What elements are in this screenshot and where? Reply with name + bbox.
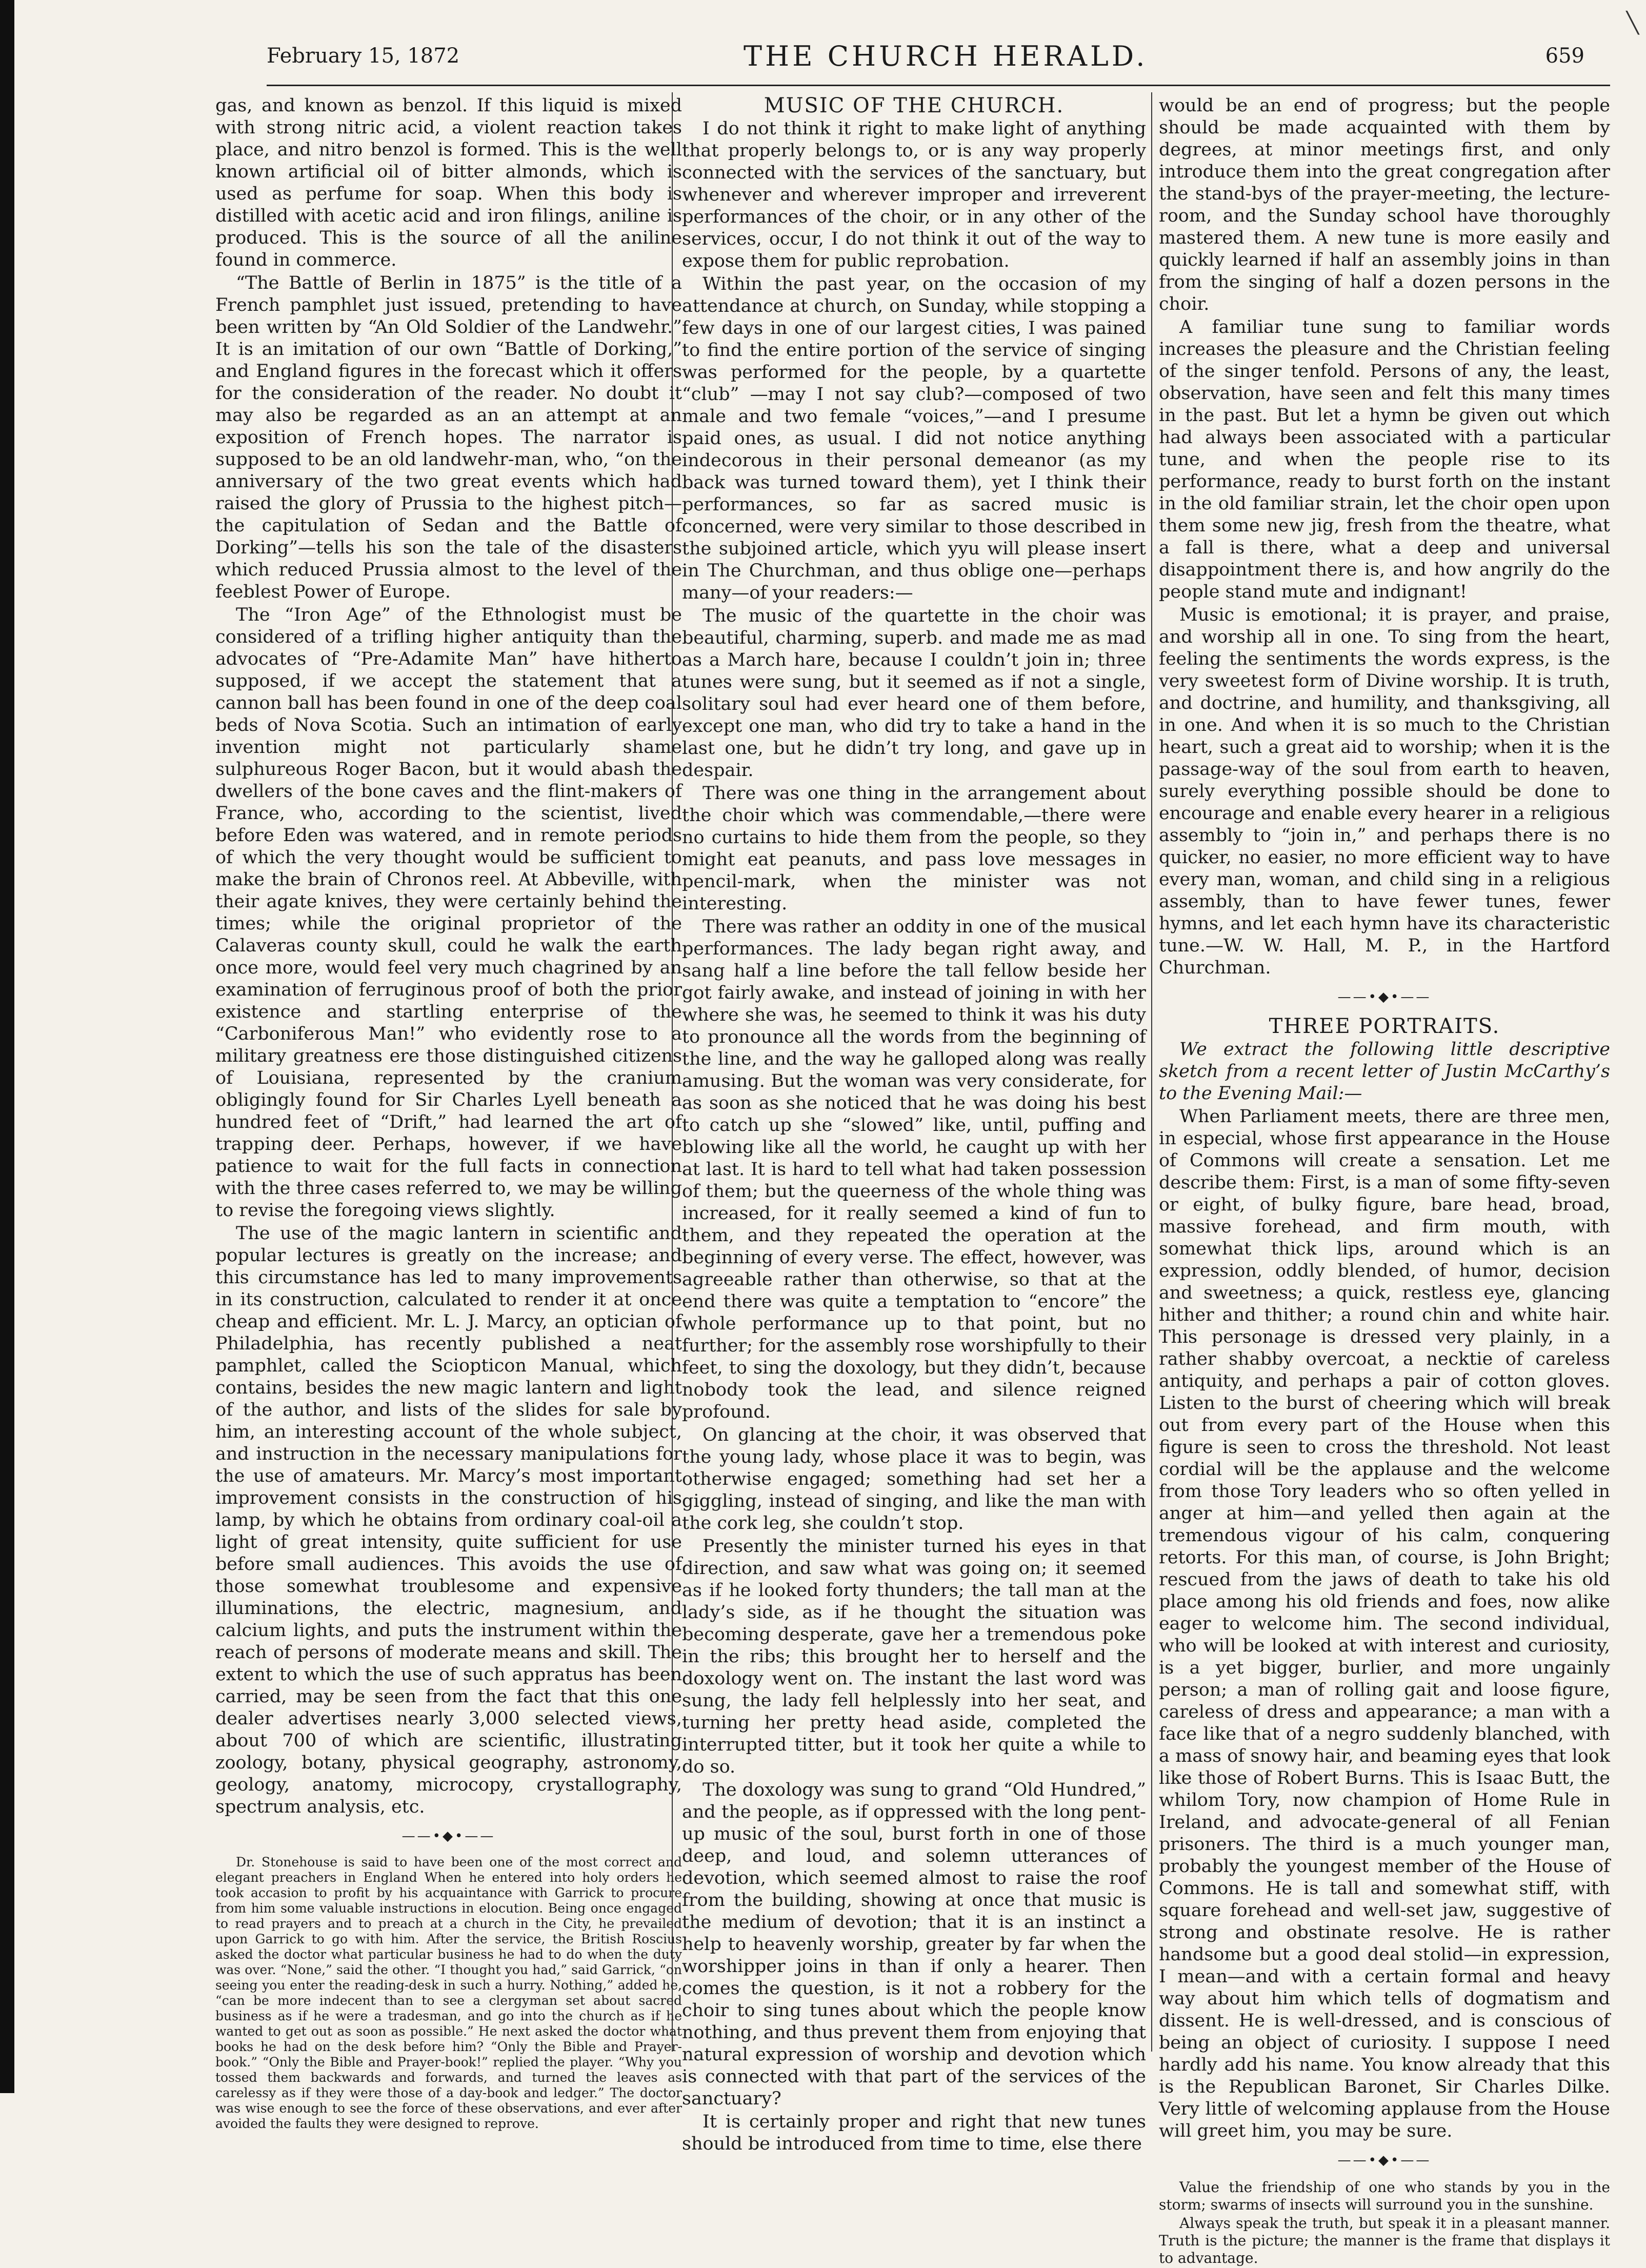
scan-edge-bar bbox=[0, 0, 14, 2093]
paragraph-music-9: It is certainly proper and right that new tunes should be introduced from time to time, else there bbox=[682, 2112, 1146, 2154]
paragraph-music-3: The music of the quartette in the choir was beautiful, charming, superb. and made me as mad as a March hare, because I couldn’t join in; three tunes were sung, but it seemed as if not a single, solitary soul had ever heard one of them before, except one man, who did try to take a hand in the last one, but he didn’t try long, and gave up in despair. bbox=[682, 606, 1146, 781]
paragraph-music-cont-3: Music is emotional; it is prayer, and praise, and worship all in one. To sing from the heart, feeling the sentiments the words express, is the very sweetest form of Divine worship. It is truth, and doctrine, and humility, and thanksgiving, all in one. And when it is so much to the Christian heart, such a great aid to worship; when it is the passage-way of the soul from earth to heaven, surely everything possible should be done to encourage and enable every hearer in a religious assembly to “join in,” and perhaps there is no quicker, no easier, no more efficient way to have every man, woman, and child sing in a religious assembly, than to have fewer tunes, fewer hymns, and let each hymn have its characteristic tune.—W. W. Hall, M. P., in the Hartford Churchman. bbox=[1159, 605, 1610, 978]
paragraph-music-7: Presently the minister turned his eyes in that direction, and saw what was going on; it seemed as if he looked forty thunders; the tall man at the lady’s side, as if he thought the situation was becoming desperate, gave her a tremendous poke in the ribs; this brought her to herself and the doxology went on. The instant the last word was sung, the lady fell helplessly into her seat, and turning her pretty head aside, completed the interrupted titter, but it took her quite a while to do so. bbox=[682, 1536, 1146, 1777]
paragraph-magic-lantern: The use of the magic lantern in scientific and popular lectures is greatly on the increase; and this circumstance has led to many improvements in its construction, calculated to render it at once cheap and efficient. Mr. L. J. Marcy, an optician of Philadelphia, has recently published a neat pamphlet, called the Sciopticon Manual, which contains, besides the new magic lantern and light of the author, and lists of the slides for sale by him, an interesting account of the whole subject, and instruction in the necessary manipulations for the use of amateurs. Mr. Marcy’s most important improvement consists in the construction of his lamp, by which he obtains from ordinary coal-oil a light of great intensity, quite sufficient for use before small audiences. This avoids the use of those somewhat troublesome and expensive illuminations, the electric, magnesium, and calcium lights, and puts the instrument within the reach of persons of moderate means and skill. The extent to which the use of such appratus has been carried, may be seen from the fact that this one dealer advertises nearly 3,000 selected views, about 700 of which are scientific, illustrating zoology, botany, physical geography, astronomy, geology, anatomy, microcopy, crystallography, spectrum analysis, etc. bbox=[215, 1223, 682, 1817]
paragraph-portraits-intro: We extract the following little descriptive sketch from a recent letter of Justin McCarthy’s to the Evening Mail:— bbox=[1159, 1039, 1610, 1104]
paragraph-music-5: There was rather an oddity in one of the musical performances. The lady began right away, and sang half a line before the tall fellow beside her got fairly awake, and instead of joining in with her where she was, he seemed to think it was his duty to pronounce all the words from the beginning of the line, and the way he galloped along was really amusing. But the woman was very considerate, for as soon as she noticed that he was doing his best to catch up she “slowed” like, until, puffing and blowing like all the world, he caught up with her at last. It is hard to tell what had taken possession of them; but the queerness of the whole thing was increased, for it really seemed a kind of fun to them, and they repeated the operation at the beginning of every verse. The effect, however, was agreeable rather than otherwise, so that at the end there was quite a temptation to “encore” the whole performance up to that point, but no further; for the assembly rose worshipfully to their feet, to sing the doxology, but they didn’t, because nobody took the lead, and silence reigned profound. bbox=[682, 917, 1146, 1422]
header-date: February 15, 1872 bbox=[267, 44, 460, 68]
paragraph-friendship: Value the friendship of one who stands by you in the storm; swarms of insects will surround you in the sunshine. bbox=[1159, 2179, 1610, 2213]
article-heading-portraits: THREE PORTRAITS. bbox=[1269, 1014, 1500, 1038]
article-heading-music: MUSIC OF THE CHURCH. bbox=[764, 94, 1065, 117]
column-1 bbox=[215, 95, 682, 2133]
paragraph-iron-age: The “Iron Age” of the Ethnologist must be considered of a trifling higher antiquity than the advocates of “Pre-Adamite Man” have hitherto supposed, if we accept the statement that a cannon ball has been found in one of the deep coal beds of Nova Scotia. Such an intimation of early invention might not particularly shame sulphureous Roger Bacon, but it would abash the dwellers of the bone caves and the flint-makers of France, who, according to the scientist, lived before Eden was watered, and in remote periods of which the very thought would be sufficient to make the brain of Chronos reel. At Abbeville, with their agate knives, they were certainly behind the times; while the original proprietor of the Calaveras county skull, could he walk the earth once more, would feel very much chagrined by an examination of ferruginous proof of both the prior existence and startling enterprise of the “Carboniferous Man!” who evidently rose to a military greatness ere those distinguished citizens of Louisiana, represented by the cranium obligingly found for Sir Charles Lyell beneath a hundred feet of “Drift,” had learned the art of trapping deer. Perhaps, however, if we have patience to wait for the full facts in connection with the three cases referred to, we may be willing to revise the foregoing views slightly. bbox=[215, 605, 682, 1221]
column-3 bbox=[1159, 95, 1610, 2268]
page-header bbox=[267, 40, 1600, 76]
paragraph-stonehouse: Dr. Stonehouse is said to have been one of the most correct and elegant preachers in England When he entered into holy orders he took accasion to profit by his acquaintance with Garrick to procure from him some valuable instructions in elocution. Being once engaged to read prayers and to preach at a church in the City, he prevailed upon Garrick to go with him. After the service, the British Roscius asked the doctor what particular business he had to do when the duty was over. “None,” said the other. “I thought you had,” said Garrick, “on seeing you enter the reading-desk in such a hurry. Nothing,” added he, “can be more indecent than to see a clergyman set about sacred business as if he were a tradesman, and go into the church as if he wanted to get out as soon as possible.” He next asked the doctor what books he had on the desk before him? “Only the Bible and Prayer-book.” “Only the Bible and Prayer-book!” replied the player. “Why you tossed them backwards and forwards, and turned the leaves as carelessy as if they were those of a day-book and ledger.” The doctor was wise enough to see the force of these observations, and ever after avoided the faults they were designed to reprove. bbox=[215, 1855, 682, 2131]
separator: ——•◆•—— bbox=[1337, 2153, 1432, 2168]
paragraph-portraits-body: When Parliament meets, there are three men, in especial, whose first appearance in the House of Commons will create a sensation. Let me describe them: First, is a man of some fifty-seven or eight, of bulky figure, bare head, broad, massive forehead, and firm mouth, with somewhat thick lips, around which is an expression, oddly blended, of humor, decision and sweetness; a quick, restless eye, glancing hither and thither; a round chin and white hair. This personage is dressed very plainly, in a rather shabby overcoat, a necktie of careless antiquity, and perhaps a pair of cotton gloves. Listen to the burst of cheering which will break out from every part of the House when this figure is seen to cross the threshold. Not least cordial will be the applause and the welcome from those Tory leaders who so often yelled in anger at him—and yelled then again at the tremendous vigour of his calm, conquering retorts. For this man, of course, is John Bright; rescued from the jaws of death to take his old place among his old friends and foes, now alike eager to welcome him. The second individual, who will be looked at with interest and curiosity, is a yet bigger, burlier, and more ungainly person; a man of rolling gait and loose figure, careless of dress and appearance; a man with a face like that of a negro suddenly blanched, with a mass of snowy hair, and beaming eyes that look like those of Robert Burns. This is Isaac Butt, the whilom Tory, now champion of Home Rule in Ireland, and advocate-general of all Fenian prisoners. The third is a much younger man, probably the youngest member of the House of Commons. He is tall and somewhat stiff, with square forehead and well-set jaw, suggestive of strong and obstinate resolve. He is rather handsome but a good deal stolid—in expression, I mean—and with a certain formal and heavy way about him which tells of dogmatism and dissent. He is well-dressed, and is conscious of being an object of curiosity. I suppose I need hardly add his name. You know already that this is the Republican Baronet, Sir Charles Dilke. Very little of welcoming applause from the House will greet him, you may be sure. bbox=[1159, 1106, 1610, 2141]
paragraph-benzol: gas, and known as benzol. If this liquid is mixed with strong nitric acid, a violent reaction takes place, and nitro benzol is formed. This is the well known artificial oil of bitter almonds, which is used as perfume for soap. When this body is distilled with acetic acid and iron filings, aniline is produced. This is the source of all the aniline found in commerce. bbox=[215, 95, 682, 270]
column-2 bbox=[682, 95, 1146, 2156]
paragraph-truth: Always speak the truth, but speak it in a pleasant manner. Truth is the picture; the manner is the frame that displays it to advantage. bbox=[1159, 2215, 1610, 2266]
paragraph-music-8: The doxology was sung to grand “Old Hundred,” and the people, as if oppressed with the long pent-up music of the soul, burst forth in one of those deep, and loud, and solemn utterances of devotion, which seemed almost to raise the roof from the building, showing at once that music is the medium of devotion; that it is an instinct a help to heavenly worship, greater by far when the worshipper joins in than if only a hearer. Then comes the question, is it not a robbery for the choir to sing tunes about which the people know nothing, and thus prevent them from enjoying that natural expression of worship and devotion which is connected with that part of the services of the sanctuary? bbox=[682, 1780, 1146, 2109]
header-page-number: 659 bbox=[1545, 44, 1584, 68]
paragraph-music-4: There was one thing in the arrangement about the choir which was commendable,—there were no curtains to hide them from the people, so they might eat peanuts, and pass love messages in pencil-mark, when the minister was not interesting. bbox=[682, 783, 1146, 914]
paragraph-music-1: I do not think it right to make light of anything that properly belongs to, or is any way properly connected with the services of the sanctuary, but whenever and wherever improper and irreverent performances of the choir, or in any other of the services, occur, I do not think it out of the way to expose them for public reprobation. bbox=[682, 118, 1146, 271]
header-rule bbox=[267, 85, 1610, 86]
header-title: THE CHURCH HERALD. bbox=[744, 40, 1148, 72]
paragraph-music-6: On glancing at the choir, it was observed that the young lady, whose place it was to begin, was otherwise engaged; something had set her a giggling, instead of singing, and like the man with the cork leg, she couldn’t stop. bbox=[682, 1425, 1146, 1534]
scan-corner-mark: ╲ bbox=[1626, 11, 1639, 35]
paragraph-music-cont-1: would be an end of progress; but the people should be made acquainted with them by degrees, at minor meetings first, and only introduce them into the great congregation after the stand-bys of the prayer-meeting, the lecture-room, and the Sunday school have thoroughly mastered them. A new tune is more easily and quickly learned if half an assembly joins in than from the singing of half a dozen persons in the choir. bbox=[1159, 95, 1610, 314]
column-rule-2 bbox=[1151, 92, 1152, 2052]
separator: ——•◆•—— bbox=[402, 1828, 496, 1844]
paragraph-battle-of-berlin: “The Battle of Berlin in 1875” is the title of a French pamphlet just issued, pretending to have been written by “An Old Soldier of the Landwehr.” It is an imitation of our own “Battle of Dorking,” and England figures in the forecast which it offers for the consideration of the reader. No doubt it may also be regarded as an an attempt at an exposition of French hopes. The narrator is supposed to be an old landwehr-man, who, “on the anniversary of the two great events which had raised the glory of Prussia to the highest pitch—the capitulation of Sedan and the Battle of Dorking”—tells his son the tale of the disasters which reduced Prussia almost to the level of the feeblest Power of Europe. bbox=[215, 273, 682, 602]
separator: ——•◆•—— bbox=[1337, 989, 1432, 1005]
paragraph-music-cont-2: A familiar tune sung to familiar words increases the pleasure and the Christian feeling of the singer tenfold. Persons of any, the least, observation, have seen and felt this many times in the past. But let a hymn be given out which had always been associated with a particular tune, and when the people rise to its performance, ready to burst forth on the instant in the old familiar strain, let the choir open upon them some new jig, fresh from the theatre, what a fall is there, what a deep and universal disappointment there is, and how angrily do the people stand mute and indignant! bbox=[1159, 317, 1610, 602]
paragraph-music-2: Within the past year, on the occasion of my attendance at church, on Sunday, while stopping a few days in one of our largest cities, I was pained to find the entire portion of the service of singing was performed for the people, by a quartette “club” —may I not say club?—composed of two male and two female “voices,”—and I presume paid ones, as usual. I did not notice anything indecorous in their personal demeanor (as my back was turned toward them), yet I think their performances, so far as sacred music is concerned, were very similar to those described in the subjoined article, which yyu will please insert in The Churchman, and thus oblige one—perhaps many—of your readers:— bbox=[682, 274, 1146, 603]
